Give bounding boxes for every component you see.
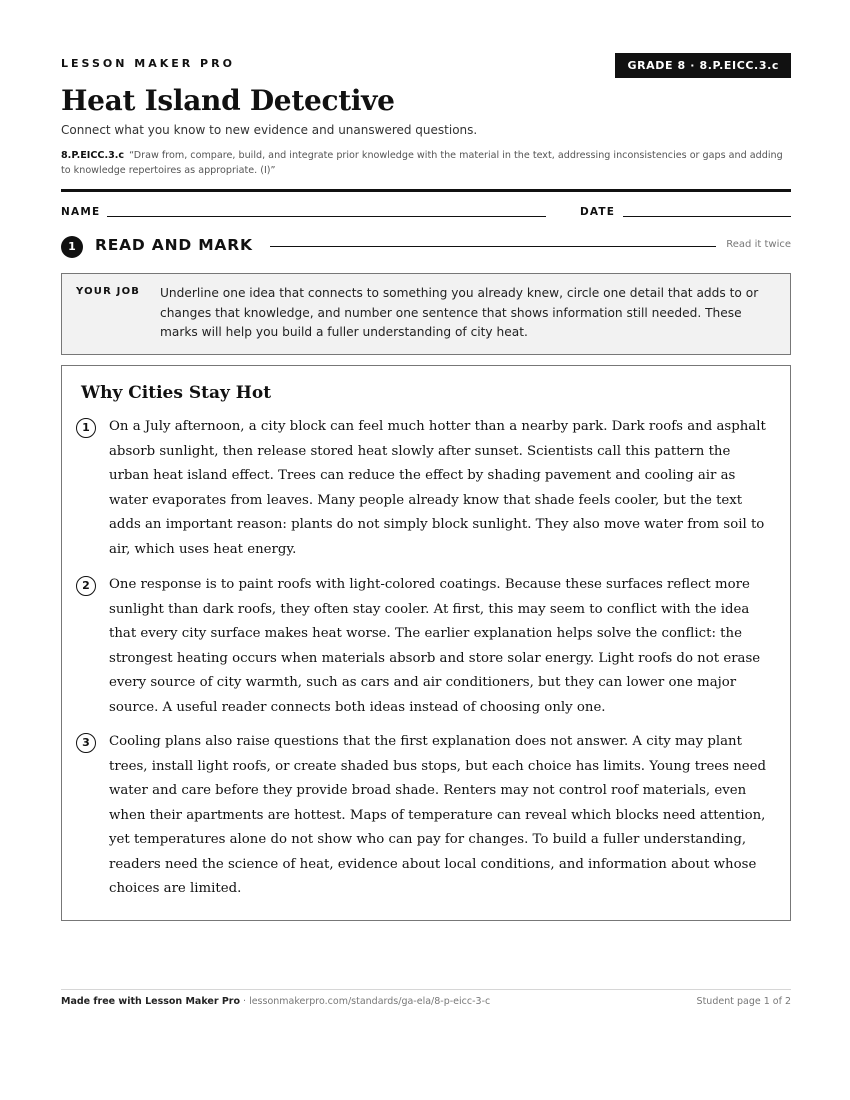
standard-description (61, 148, 791, 178)
section-number-badge: 1 (61, 236, 83, 258)
footer-credit (61, 996, 490, 1007)
page-subtitle: Connect what you know to new evidence and unanswered questions. (61, 123, 478, 137)
passage-paragraph: Cooling plans also raise questions that the first explanation does not answer. A city may plant trees, install light roofs, or create shaded bus stops, but each choice has limits. Young trees need water and care before they provide broad shade. Renters may not control roof materials, even when their apartments are hottest. Maps of temperature can reveal which blocks need attention, yet temperatures alone do not show who can pay for changes. To build a fuller understanding, readers need the science of heat, evidence about local conditions, and information about whose choices are limited. (109, 734, 767, 896)
brand-name: LESSON MAKER PRO (61, 57, 235, 70)
date-label: DATE (580, 206, 616, 218)
paragraph-number: 3 (76, 733, 96, 753)
section-title: READ AND MARK (95, 236, 253, 254)
footer-url: · lessonmakerpro.com/standards/ga-ela/8-p-eicc-3-c (240, 996, 491, 1007)
reading-passage (61, 365, 791, 921)
header-divider (61, 189, 791, 192)
paragraph-number: 2 (76, 576, 96, 596)
date-field[interactable] (623, 216, 791, 217)
grade-badge: GRADE 8 · 8.P.EICC.3.c (615, 53, 791, 78)
instructions-box (61, 273, 791, 355)
footer-page-number: Student page 1 of 2 (696, 996, 791, 1007)
name-field[interactable] (107, 216, 546, 217)
passage-paragraph: On a July afternoon, a city block can feel much hotter than a nearby park. Dark roofs and asphalt absorb sunlight, then release stored heat slowly after sunset. Scientists call this pattern the urban heat island effect. Trees can reduce the effect by shading pavement and cooling air as water evaporates from leaves. Many people already know that shade feels cooler, but the text adds an important reason: plants do not simply block sunlight. They also move water from soil to air, which uses heat energy. (109, 419, 766, 557)
passage-paragraph: One response is to paint roofs with light-colored coatings. Because these surfaces reflect more sunlight than dark roofs, they often stay cooler. At first, this may seem to conflict with the idea that every city surface makes heat worse. The earlier explanation helps solve the conflict: the strongest heating occurs when materials absorb and store solar energy. Light roofs do not erase every source of city warmth, such as cars and air conditioners, but they can lower one major source. A useful reader connects both ideas instead of choosing only one. (109, 577, 761, 715)
instructions-text: Underline one idea that connects to something you already knew, circle one detail that adds to or changes that knowledge, and number one sentence that shows information still needed. These marks will help you build a fuller understanding of city heat. (160, 286, 759, 339)
instructions-label: YOUR JOB (76, 286, 141, 297)
passage-title: Why Cities Stay Hot (81, 383, 272, 403)
footer-divider (61, 989, 791, 990)
section-divider (270, 246, 716, 247)
standard-text: “Draw from, compare, build, and integrate prior knowledge with the material in the text, addressing inconsistencies or gaps and adding to knowledge repertoires as appropriate. (I)” (61, 150, 783, 176)
name-label: NAME (61, 206, 101, 218)
section-note: Read it twice (726, 239, 791, 250)
footer-made-with: Made free with Lesson Maker Pro (61, 996, 241, 1007)
page-title: Heat Island Detective (61, 84, 395, 117)
standard-code: 8.P.EICC.3.c (61, 150, 125, 161)
paragraph-number: 1 (76, 418, 96, 438)
